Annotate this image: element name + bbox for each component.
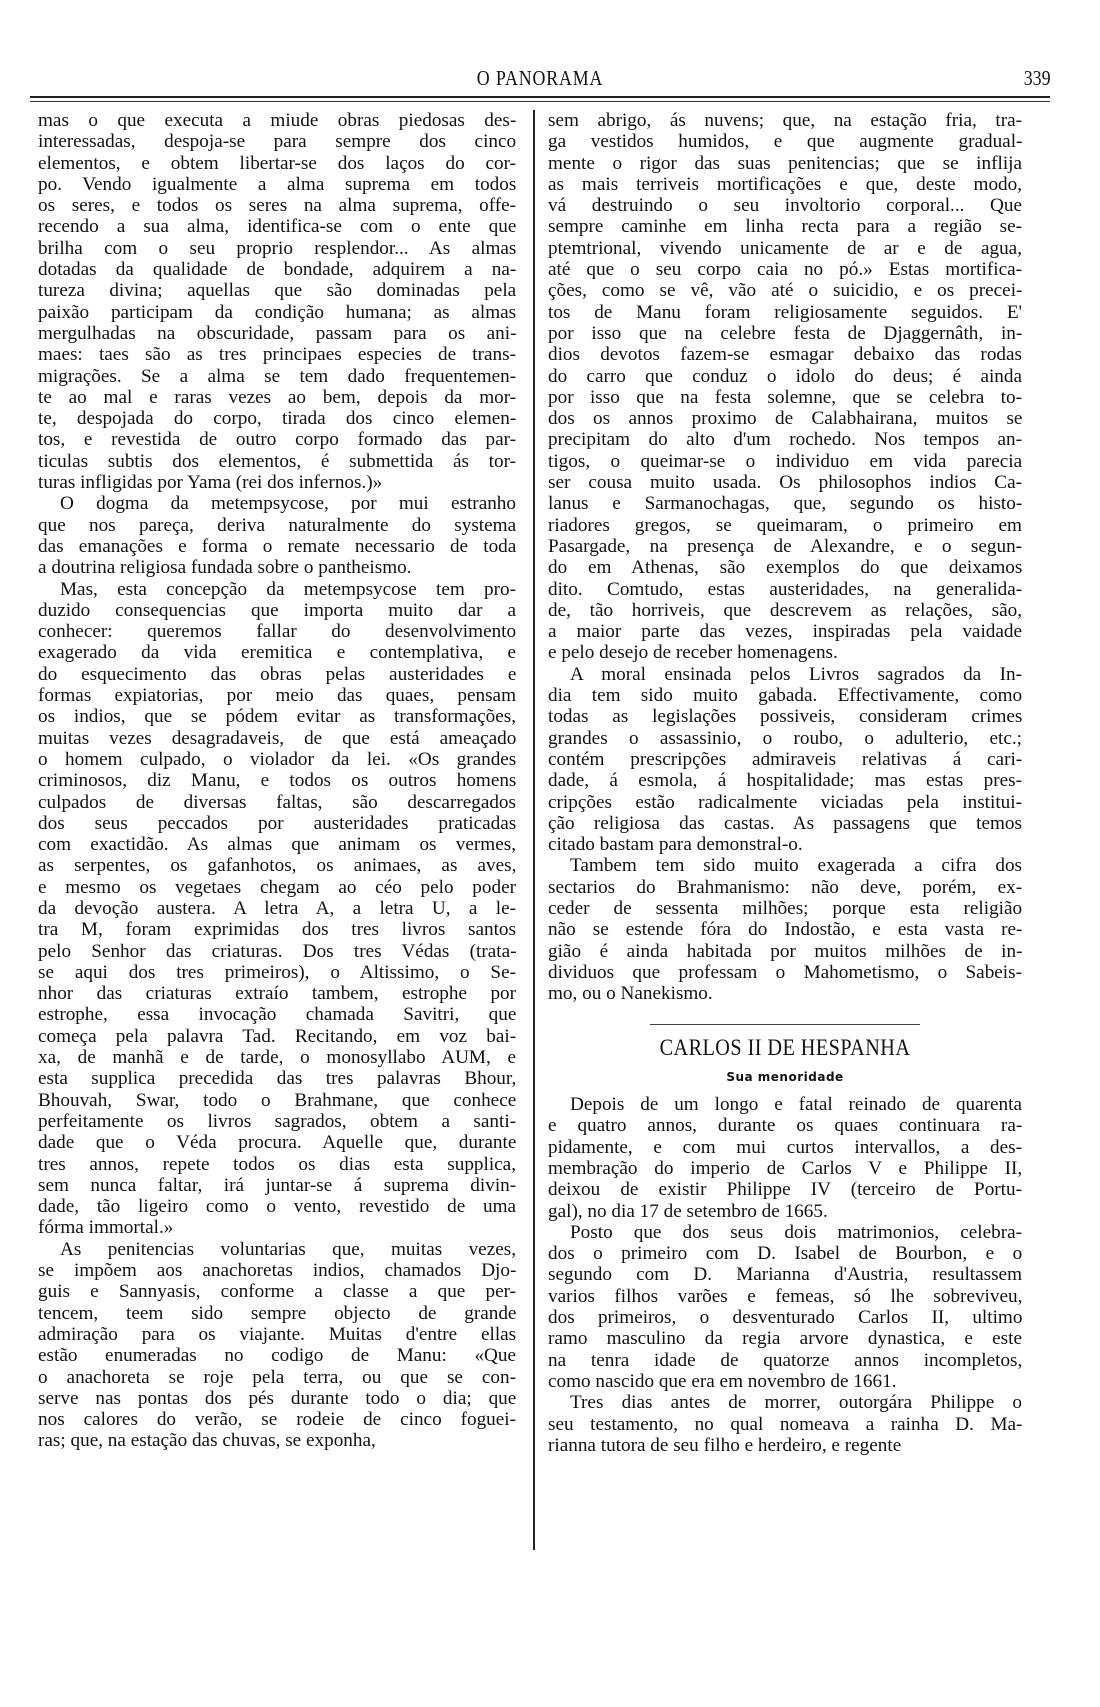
text-line: perfeitamente os livros sagrados, obtem a santi-	[38, 1110, 517, 1132]
text-line: mo, ou o Nanekismo.	[548, 983, 713, 1005]
text-line: serve nas pontas dos pés durante todo o dia; que	[38, 1387, 517, 1409]
text-line: Bhouvah, Swar, todo o Brahmane, que conhece	[38, 1089, 517, 1111]
text-line: dos seus peccados por austeridades praticadas	[38, 812, 517, 834]
text-line: sectarios do Brahmanismo: não deve, porém, ex-	[548, 876, 1023, 898]
text-line: a doutrina religiosa fundada sobre o pantheismo.	[38, 557, 412, 579]
text-line: riadores gregos, se queimaram, o primeiro em	[548, 514, 1022, 536]
text-line: ga vestidos humidos, e que augmente gradual-	[548, 131, 1023, 153]
text-line: vá destruindo o seu involtorio corporal... Que	[548, 195, 1023, 217]
text-line: que nos pareça, deriva naturalmente do systema	[38, 514, 517, 536]
text-line: dito. Comtudo, estas austeridades, na generalida-	[548, 578, 1023, 600]
text-line: nos calores do verão, se rodeie de cinco foguei-	[38, 1409, 516, 1431]
right-column-body	[548, 110, 1022, 1004]
text-line: culpados de diversas faltas, são descarregados	[38, 791, 516, 813]
text-line: das emanações e forma o remate necessario de toda	[38, 535, 517, 557]
text-line: seu testamento, no qual nomeava a rainha D. Ma-	[548, 1413, 1023, 1435]
left-column	[38, 110, 516, 1452]
text-line: ções, como se vê, vão até o suicidio, e os precei-	[548, 280, 1023, 302]
running-title: O PANORAMA	[476, 66, 604, 90]
text-line: sem abrigo, ás nuvens; que, na estação fria, tra-	[548, 110, 1022, 131]
header-rule-thin	[30, 101, 1050, 102]
text-line: guis e Sannyasis, conforme a classe a que per-	[38, 1281, 516, 1303]
text-line: formas expiatorias, por meio das quaes, pensam	[38, 685, 516, 707]
text-line: esta supplica precedida das tres palavras Bhour,	[38, 1068, 517, 1090]
text-line: dade, á esmola, á hospitalidade; mas estas pres-	[548, 770, 1022, 792]
text-line: começa pela palavra Tad. Recitando, em voz bai-	[38, 1025, 517, 1047]
text-line: dos os annos proximo de Calabhairana, muitos se	[548, 408, 1023, 430]
text-line: tureza divina; aquellas que são dominadas pela	[38, 280, 517, 302]
text-line: tres annos, repete todos os dias esta supplica,	[38, 1153, 516, 1175]
text-line: ser cousa muito usada. Os philosophos indios Ca-	[548, 472, 1022, 494]
text-line: deixou de existir Philippe IV (terceiro de Portu-	[548, 1179, 1022, 1201]
text-line: brilha com o seu proprio resplendor... As almas	[38, 237, 517, 259]
text-line: a maior parte das vezes, inspiradas pela vaidade	[548, 621, 1022, 643]
text-line: dios devotos fazem-se esmagar debaixo das rodas	[548, 344, 1022, 366]
text-line: da devoção austera. A letra A, a letra U, a le-	[38, 897, 516, 919]
text-line: conhecer: queremos fallar do desenvolvimento	[38, 621, 517, 643]
text-line: o homem culpado, o violador da lei. «Os grandes	[38, 748, 517, 770]
text-line: grandes o assassinio, o roubo, o adulterio, etc.;	[548, 727, 1022, 749]
section-subtitle: Sua menoridade	[726, 1069, 844, 1084]
text-line: do carro que conduz o idolo do deus; é ainda	[548, 365, 1022, 387]
text-line: O dogma da metempsycose, por mui estranho	[60, 493, 516, 515]
text-line: tos, e revestida de outro corpo formado das par-	[38, 429, 516, 451]
text-line: citado bastam para demonstral-o.	[548, 834, 803, 856]
text-line: lanus e Sarmanochagas, que, segundo os histo-	[548, 493, 1023, 515]
text-line: Depois de um longo e fatal reinado de quarenta	[570, 1094, 1022, 1116]
text-line: gião é ainda habitada por muitos milhões de in-	[548, 940, 1023, 962]
text-line: elementos, e obtem libertar-se dos laços do cor-	[38, 152, 516, 174]
text-line: dividuos que professam o Mahometismo, o Sabeis-	[548, 961, 1022, 983]
text-line: admiração para os viajante. Muitas d'entre ellas	[38, 1323, 517, 1345]
text-line: paixão participam da condição humana; as almas	[38, 301, 517, 323]
text-line: fórma immortal.»	[38, 1217, 174, 1239]
text-line: ptemtrional, vivendo unicamente de ar e de agua,	[548, 237, 1022, 259]
text-line: mente o rigor das suas penitencias; que se inflija	[548, 152, 1022, 174]
text-line: pelo Senhor das criaturas. Dos tres Védas (trata-	[38, 940, 517, 962]
text-line: varios filhos varões e femeas, só lhe sobreviveu,	[548, 1285, 1023, 1307]
text-line: todas as legislações possiveis, consideram crimes	[548, 706, 1023, 728]
text-line: os indios, que se pódem evitar as transformações,	[38, 706, 516, 728]
text-line: muitas vezes desagradaveis, de que está ameaçado	[38, 727, 517, 749]
text-line: dade, tão ligeiro como o vento, revestido de uma	[38, 1196, 517, 1218]
page-number: 339	[1023, 66, 1050, 90]
text-line: e pelo desejo de receber homenagens.	[548, 642, 838, 664]
text-line: rianna tutora de seu filho e herdeiro, e regente	[548, 1434, 902, 1456]
text-line: tos de Manu foram religiosamente seguidos. E'	[548, 301, 1022, 323]
text-line: ticulas subtis dos elementos, é submettida ás tor-	[38, 450, 516, 472]
text-line: criminosos, diz Manu, e todos os outros homens	[38, 770, 517, 792]
text-line: tra M, foram exprimidas dos tres livros santos	[38, 919, 516, 941]
text-line: maes: taes são as tres principaes especies de trans-	[38, 344, 516, 366]
text-line: Tambem tem sido muito exagerada a cifra dos	[570, 855, 1022, 877]
text-line: de, tão horriveis, que descrevem as relações, são,	[548, 599, 1022, 621]
text-line: gal), no dia 17 de setembro de 1665.	[548, 1200, 828, 1222]
text-line: Tres dias antes de morrer, outorgára Philippe o	[570, 1392, 1022, 1414]
text-line: te, despojada do corpo, tirada dos cinco elemen-	[38, 408, 517, 430]
text-line: tigos, o queimar-se o individuo em vida parecia	[548, 450, 1023, 472]
column-divider	[533, 110, 535, 1550]
text-line: Pasargade, na presença de Alexandre, e o segun-	[548, 535, 1023, 557]
text-line: até que o seu corpo caia no pó.» Estas mortifica-	[548, 259, 1022, 281]
text-line: migrações. Se a alma se tem dado frequentemen-	[38, 365, 517, 387]
text-line: se aqui dos tres primeiros), o Altissimo, o Se-	[38, 961, 516, 983]
text-line: na tenra idade de quatorze annos incompletos,	[548, 1349, 1023, 1371]
header-rule	[30, 96, 1050, 98]
text-line: ceder de sessenta milhões; porque esta religião	[548, 897, 1023, 919]
text-line: as serpentes, os gafanhotos, os animaes, as aves,	[38, 855, 517, 877]
text-line: dos o primeiro com D. Isabel de Bourbon, e o	[548, 1243, 1023, 1265]
text-line: precipitam do alto d'um rochedo. Nos tempos an-	[548, 429, 1022, 451]
section-body	[548, 1094, 1022, 1456]
text-line: sem nunca faltar, irá juntar-se á suprema divin-	[38, 1174, 517, 1196]
text-line: do esquecimento das obras pelas austeridades e	[38, 663, 517, 685]
text-line: mas o que executa a miude obras piedosas des-	[38, 110, 517, 131]
text-line: Posto que dos seus dois matrimonios, celebra-	[570, 1221, 1022, 1243]
text-line: e quatro annos, durante os quaes continuara ra-	[548, 1115, 1023, 1137]
text-line: po. Vendo igualmente a alma suprema em todos	[38, 173, 517, 195]
text-line: segundo com D. Marianna d'Austria, resultassem	[548, 1264, 1022, 1286]
text-line: tencem, teem sido sempre objecto de grande	[38, 1302, 517, 1324]
text-line: cripções estão radicalmente viciadas pela institui-	[548, 791, 1022, 813]
text-line: por isso que na festa solemne, que se celebra to-	[548, 386, 1022, 408]
text-line: as mais terriveis mortificações e que, deste modo,	[548, 173, 1023, 195]
text-line: estão enumeradas no codigo de Manu: «Que	[38, 1345, 517, 1367]
text-line: e mesmo os vegetaes chegam ao céo pelo poder	[38, 876, 516, 898]
text-line: As penitencias voluntarias que, muitas vezes,	[60, 1238, 516, 1260]
text-line: pidamente, e com mui curtos intervallos, a des-	[548, 1136, 1022, 1158]
text-line: duzido consequencias que importa muito dar a	[38, 599, 516, 621]
text-line: dade que o Véda procura. Aquelle que, durante	[38, 1132, 517, 1154]
section-separator	[650, 1024, 920, 1025]
text-line: os seres, e todos os seres na alma suprema, offe-	[38, 195, 517, 217]
right-column	[548, 110, 1022, 1456]
text-line: recendo a sua alma, identifica-se com o ente que	[38, 216, 517, 238]
text-line: ção religiosa das castas. As passagens que temos	[548, 812, 1022, 834]
text-line: nhor das criaturas extraío tambem, estrophe por	[38, 983, 517, 1005]
text-line: ramo masculino da regia arvore dynastica, e este	[548, 1328, 1022, 1350]
text-line: sempre caminhe em linha recta para a região se-	[548, 216, 1022, 238]
text-line: por isso que na celebre festa de Djaggernâth, in-	[548, 322, 1023, 344]
text-line: contém prescripções admiraveis relativas á cari-	[548, 748, 1023, 770]
text-line: ras; que, na estação das chuvas, se exponha,	[38, 1430, 376, 1452]
text-line: como nascido que era em novembro de 1661.	[548, 1370, 897, 1392]
text-line: se impõem aos anachoretas indios, chamados Djo-	[38, 1260, 517, 1282]
text-line: mergulhadas na obscuridade, passam para os ani-	[38, 322, 517, 344]
text-line: interessadas, despoja-se para sempre dos cinco	[38, 131, 517, 153]
text-line: xa, de manhã e de tarde, o monosyllabo AUM, e	[38, 1047, 516, 1069]
page-header	[30, 62, 1050, 102]
text-line: dos primeiros, o desventurado Carlos II, ultimo	[548, 1307, 1023, 1329]
text-line: membração do imperio de Carlos V e Philippe II,	[548, 1157, 1023, 1179]
text-line: Mas, esta concepção da metempsycose tem pro-	[60, 578, 516, 600]
text-line: te ao mal e raras vezes ao bem, depois da mor-	[38, 386, 517, 408]
section-title: CARLOS II DE HESPANHA	[659, 1035, 911, 1061]
text-line: do em Athenas, são exemplos do que deixamos	[548, 557, 1023, 579]
text-line: não se estende fóra do Indostão, e esta vasta re-	[548, 919, 1023, 941]
text-line: dia tem sido muito gabada. Effectivamente, como	[548, 685, 1023, 707]
text-line: exagerado da vida eremitica e contemplativa, e	[38, 642, 516, 664]
text-line: A moral ensinada pelos Livros sagrados da In-	[570, 663, 1022, 685]
text-line: dotadas da qualidade de bondade, adquirem a na-	[38, 259, 517, 281]
text-line: estrophe, essa invocação chamada Savitri, que	[38, 1004, 517, 1026]
text-line: com exactidão. As almas que animam os vermes,	[38, 834, 516, 856]
text-line: o anachoreta se roje pela terra, ou que se con-	[38, 1366, 516, 1388]
text-line: turas infligidas por Yama (rei dos infernos.)»	[38, 472, 383, 494]
